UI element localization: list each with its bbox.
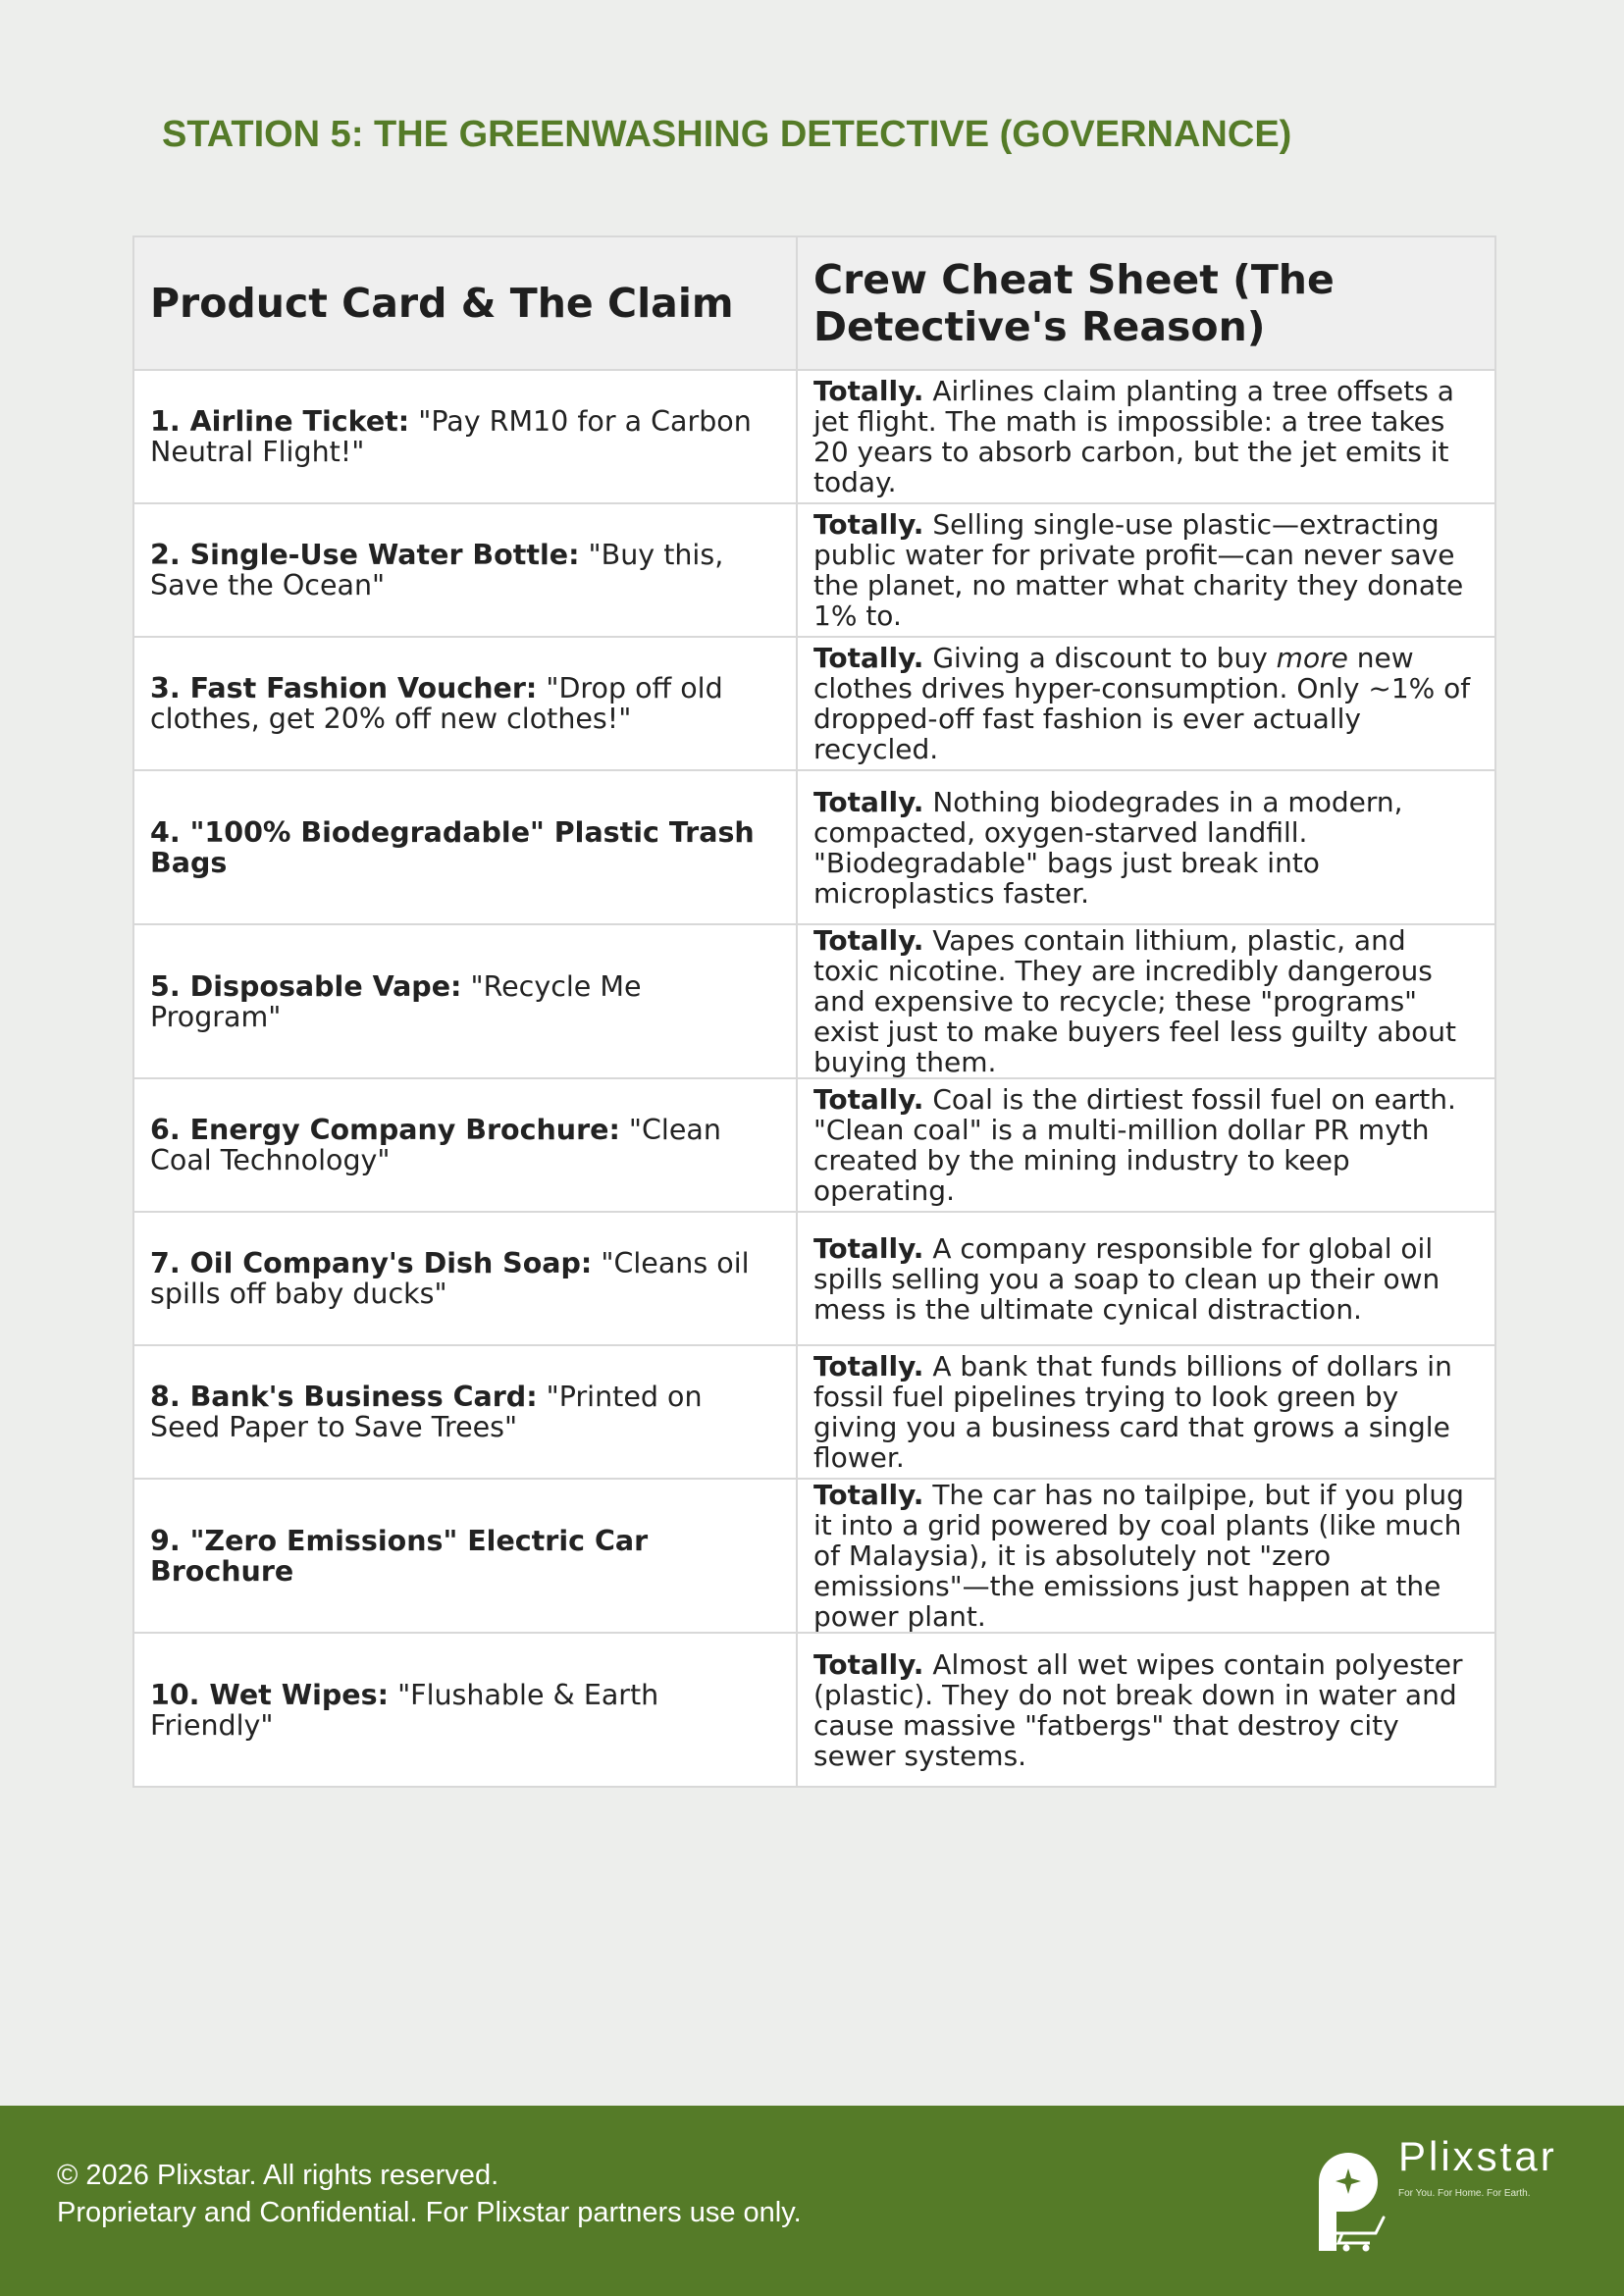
product-name: 5. Disposable Vape: — [150, 969, 462, 1003]
table-row — [133, 924, 1495, 1078]
verdict: Totally. — [813, 785, 924, 818]
verdict: Totally. — [813, 1479, 924, 1511]
product-name: 7. Oil Company's Dish Soap: — [150, 1247, 593, 1279]
product-cell — [133, 503, 797, 637]
product-name: 6. Energy Company Brochure: — [150, 1114, 620, 1146]
reason-emphasis: more — [1276, 642, 1348, 674]
table-row — [133, 1078, 1495, 1212]
verdict: Totally. — [813, 1647, 924, 1681]
verdict: Totally. — [813, 1231, 924, 1265]
product-cell — [133, 924, 797, 1078]
product-name: 10. Wet Wipes: — [150, 1678, 390, 1711]
verdict: Totally. — [813, 1083, 924, 1116]
reason-text: Vapes contain lithium, plastic, and toxic nicotine. They are incredibly dangerous and expensive to recycle; these "programs" exist just to make buyers feel less guilty about buying them. — [813, 924, 1457, 1078]
footer-copyright-block — [57, 2157, 802, 2231]
reason-cell — [797, 503, 1495, 637]
table-row — [133, 637, 1495, 770]
product-name: 9. "Zero Emissions" Electric Car Brochure — [150, 1524, 649, 1588]
reason-cell — [797, 924, 1495, 1078]
reason-cell — [797, 1212, 1495, 1345]
reason-text: Airlines claim planting a tree offsets a jet flight. The math is impossible: a tree takes 20 years to absorb carbon, but the jet emits it today. — [813, 375, 1454, 498]
product-name: 1. Airline Ticket: — [150, 405, 410, 438]
table-row — [133, 770, 1495, 924]
header-row — [133, 236, 1495, 370]
reason-text: Almost all wet wipes contain polyester (plastic). They do not break down in water and cause massive "fatbergs" that destroy city sewer systems. — [813, 1647, 1463, 1772]
product-cell — [133, 1212, 797, 1345]
table-row — [133, 503, 1495, 637]
reason-cell — [797, 770, 1495, 924]
reason-text: The car has no tailpipe, but if you plug it into a grid powered by coal plants (like much of Malaysia), it is absolutely not "zero emissions"—the emissions just happen at the power plant. — [813, 1479, 1464, 1633]
verdict: Totally. — [813, 1350, 924, 1383]
table-row — [133, 1345, 1495, 1479]
reason-cell — [797, 1479, 1495, 1633]
product-claim: "Cleans oil spills off baby ducks" — [150, 1247, 750, 1310]
product-name: 2. Single-Use Water Bottle: — [150, 539, 580, 571]
product-claim: "Recycle Me Program" — [150, 969, 642, 1033]
product-name: 8. Bank's Business Card: — [150, 1381, 538, 1413]
product-claim: "Pay RM10 for a Carbon Neutral Flight!" — [150, 405, 752, 468]
reason-text: A company responsible for global oil spills selling you a soap to clean up their own mess is the ultimate cynical distraction. — [813, 1231, 1441, 1326]
verdict: Totally. — [813, 642, 924, 674]
table-row — [133, 1479, 1495, 1633]
product-claim: "Flushable & Earth Friendly" — [150, 1678, 659, 1742]
reason-text: Nothing biodegrades in a modern, compacted, oxygen-starved landfill. "Biodegradable" bags just break into microplastics faster. — [813, 785, 1403, 910]
table-row — [133, 1633, 1495, 1787]
header-product-claim: Product Card & The Claim — [133, 236, 797, 370]
product-cell — [133, 637, 797, 770]
confidential-notice: Proprietary and Confidential. For Plixstar partners use only. — [57, 2197, 802, 2228]
greenwashing-table — [132, 235, 1496, 1788]
footer — [0, 2106, 1624, 2296]
table-row — [133, 370, 1495, 503]
product-claim: "Buy this, Save the Ocean" — [150, 539, 724, 601]
product-cell — [133, 1479, 797, 1633]
product-name: 4. "100% Biodegradable" Plastic Trash Bags — [150, 815, 755, 879]
reason-cell — [797, 637, 1495, 770]
reason-text: Selling single-use plastic—extracting public water for private profit—can never save the planet, no matter what charity they donate 1% to. — [813, 508, 1464, 632]
table-row — [133, 1212, 1495, 1345]
reason-cell — [797, 370, 1495, 503]
brand-name: Plixstar — [1398, 2133, 1557, 2179]
page-title: STATION 5: THE GREENWASHING DETECTIVE (GOVERNANCE) — [162, 114, 1292, 155]
reason-cell — [797, 1345, 1495, 1479]
reason-cell — [797, 1633, 1495, 1787]
product-name: 3. Fast Fashion Voucher: — [150, 672, 538, 704]
verdict: Totally. — [813, 375, 924, 407]
product-claim: "Printed on Seed Paper to Save Trees" — [150, 1381, 703, 1443]
reason-text: new clothes drives hyper-consumption. Only ~1% of dropped-off fast fashion is ever actually recycled. — [813, 642, 1471, 765]
product-cell — [133, 1078, 797, 1212]
reason-text: Giving a discount to buy — [923, 642, 1277, 674]
product-cell — [133, 1345, 797, 1479]
reason-text: A bank that funds billions of dollars in fossil fuel pipelines trying to look green by giving you a business card that grows a single flower. — [813, 1350, 1452, 1474]
product-cell — [133, 770, 797, 924]
brand-tagline: For You. For Home. For Earth. — [1398, 2188, 1531, 2199]
verdict: Totally. — [813, 508, 924, 541]
product-claim: "Clean Coal Technology" — [150, 1114, 721, 1176]
reason-text: Coal is the dirtiest fossil fuel on earth. "Clean coal" is a multi-million dollar PR myth created by the mining industry to keep operating. — [813, 1083, 1456, 1207]
reason-cell — [797, 1078, 1495, 1212]
copyright-text: © 2026 Plixstar. All rights reserved. — [57, 2160, 499, 2191]
product-cell — [133, 370, 797, 503]
product-claim: "Drop off old clothes, get 20% off new clothes!" — [150, 672, 723, 735]
header-cheat-sheet: Crew Cheat Sheet (The Detective's Reason) — [797, 236, 1495, 370]
verdict: Totally. — [813, 924, 924, 957]
product-cell — [133, 1633, 797, 1787]
